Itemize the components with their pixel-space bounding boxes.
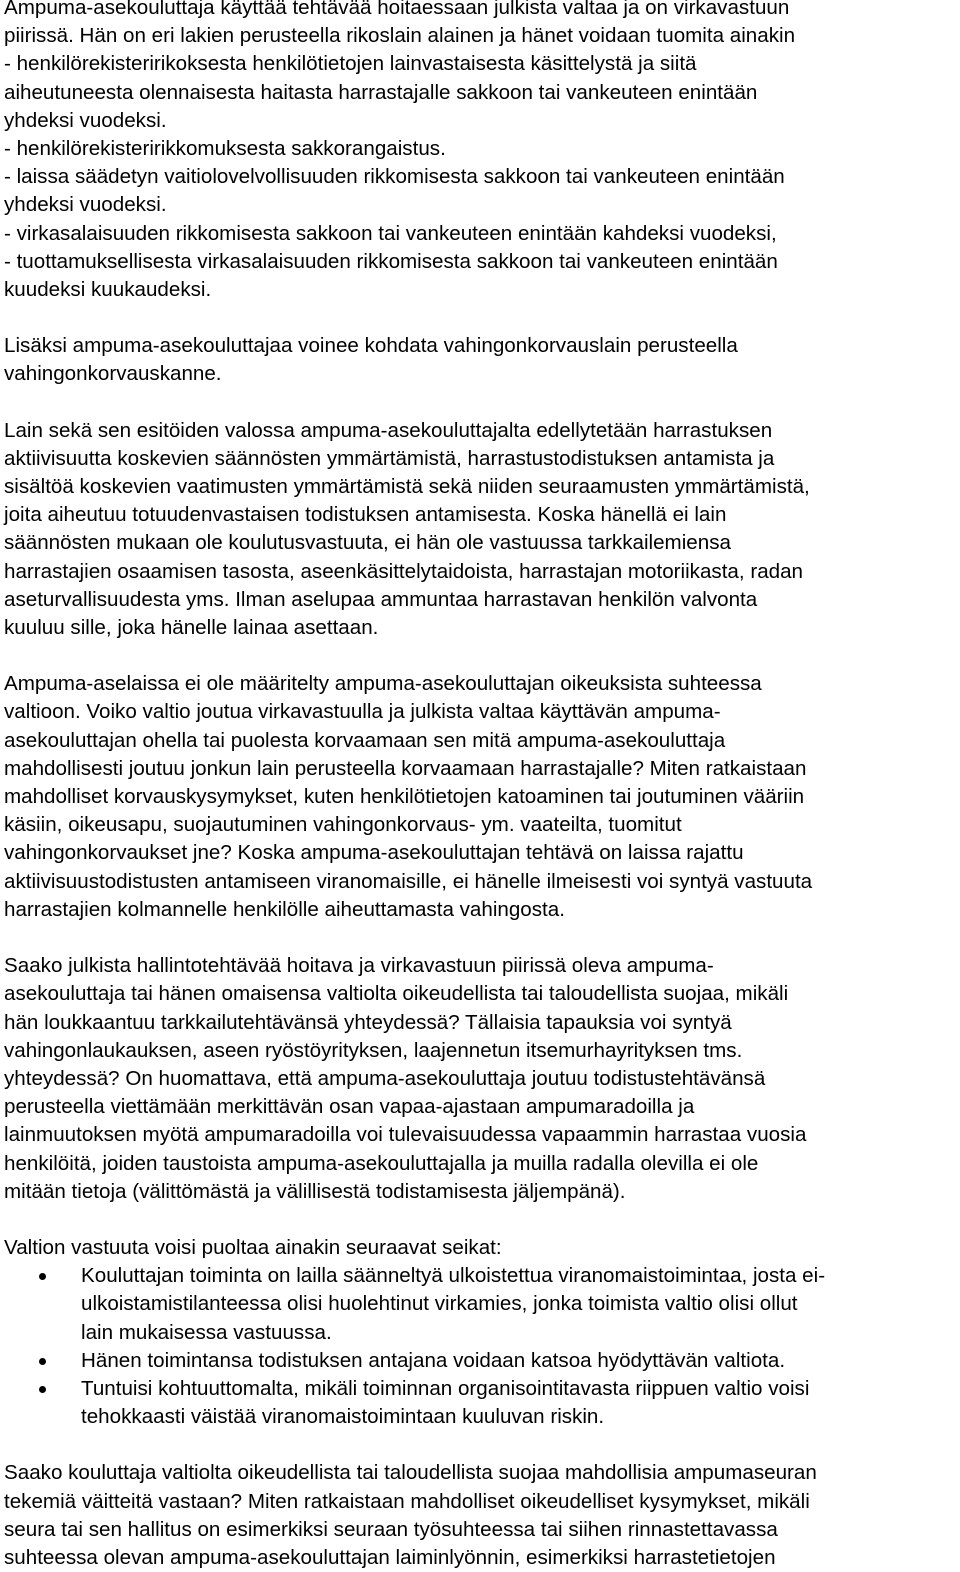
text-line: käsiin, oikeusapu, suojautuminen vahingonkorvaus- ym. vaateilta, tuomitut (4, 813, 682, 837)
text-line: aktiivisuustodistusten antamiseen viranomaisille, ei hänelle ilmeisesti voi syntyä vastuuta (4, 869, 813, 893)
bullet-icon (39, 1358, 46, 1365)
bullet-list (4, 1262, 954, 1431)
text-line: yhdeksi vuodeksi. (4, 193, 167, 217)
paragraph-spacer (4, 389, 954, 417)
text-line: Kouluttajan toiminta on lailla säänneltyä ulkoistettua viranomaistoimintaa, josta ei- (81, 1264, 826, 1288)
text-line: Saako kouluttaja valtiolta oikeudellista tai taloudellista suojaa mahdollisia ampumaseuran (4, 1461, 817, 1485)
paragraph-spacer (4, 1206, 954, 1234)
paragraph-club-claims (4, 1459, 954, 1572)
text-line: lainmuutoksen myötä ampumaradoilla voi tulevaisuudessa vapaammin harrastaa vuosia (4, 1123, 807, 1147)
bullet-item (4, 1262, 954, 1347)
text-line: - tuottamuksellisesta virkasalaisuuden rikkomisesta sakkoon tai vankeuteen enintään (4, 249, 778, 273)
document-page (4, 0, 954, 1572)
paragraph-state-liability-reasons (4, 1234, 954, 1431)
text-line: Tuntuisi kohtuuttomalta, mikäli toiminnan organisointitavasta riippuen valtio voisi (81, 1376, 810, 1400)
text-line: asekouluttajan ohella tai puolesta korvaamaan sen mitä ampuma-asekouluttaja (4, 728, 726, 752)
text-line: henkilöitä, joiden taustoista ampuma-asekouluttajalla ja muilla radalla olevilla ei ole (4, 1151, 759, 1175)
text-line: aseturvallisuudesta yms. Ilman aselupaa ammuntaa harrastavan henkilön valvonta (4, 587, 758, 611)
text-line: vahingonkorvauskanne. (4, 362, 222, 386)
bullet-icon (39, 1386, 46, 1393)
text-line: Hänen toimintansa todistuksen antajana voidaan katsoa hyödyttävän valtiota. (81, 1348, 786, 1372)
text-line: Lain sekä sen esitöiden valossa ampuma-asekouluttajalta edellytetään harrastuksen (4, 418, 773, 442)
text-line: aiheutuneesta olennaisesta haitasta harrastajalle sakkoon tai vankeuteen enintään (4, 80, 758, 104)
text-line: - henkilörekisteririkoksesta henkilötietojen lainvastaisesta käsittelystä ja siitä (4, 52, 697, 76)
bullet-item (4, 1375, 954, 1431)
text-line: - virkasalaisuuden rikkomisesta sakkoon tai vankeuteen enintään kahdeksi vuodeksi, (4, 221, 777, 245)
text-line: aktiivisuutta koskevien säännösten ymmärtämistä, harrastustodistuksen antamista ja (4, 446, 775, 470)
paragraph-spacer (4, 304, 954, 332)
text-line: vahingonkorvaukset jne? Koska ampuma-asekouluttajan tehtävä on laissa rajattu (4, 841, 744, 865)
text-line: yhteydessä? On huomattava, että ampuma-asekouluttaja joutuu todistustehtävänsä (4, 1066, 766, 1090)
text-line: harrastajien kolmannelle henkilölle aiheuttamasta vahingosta. (4, 897, 565, 921)
text-line: tehokkaasti väistää viranomaistoimintaan kuuluvan riskin. (81, 1405, 605, 1429)
text-line: vahingonlaukauksen, aseen ryöstöyrityksen, laajennetun itsemurhayrityksen tms. (4, 1038, 743, 1062)
text-line: sisältöä koskevien vaatimusten ymmärtämistä sekä niiden seuraamusten ymmärtämistä, (4, 475, 810, 499)
text-line: Ampuma-asekouluttaja käyttää tehtävää hoitaessaan julkista valtaa ja on virkavastuun (4, 0, 790, 19)
bullet-item (4, 1347, 954, 1375)
text-line: harrastajien osaamisen tasosta, aseenkäsittelytaidoista, harrastajan motoriikasta, radan (4, 559, 804, 583)
text-line: asekouluttaja tai hänen omaisensa valtiolta oikeudellista tai taloudellista suojaa, mikäli (4, 982, 789, 1006)
text-line: perusteella viettämään merkittävän osan vapaa-ajastaan ampumaradoilla ja (4, 1095, 695, 1119)
text-line: säännösten mukaan ole koulutusvastuuta, ei hän ole vastuussa tarkkailemiensa (4, 531, 731, 555)
text-line: mitään tietoja (välittömästä ja välillisestä todistamisesta jäljempänä). (4, 1179, 626, 1203)
text-line: seura tai sen hallitus on esimerkiksi seuraan työsuhteessa tai siihen rinnastettavassa (4, 1517, 778, 1541)
text-line: yhdeksi vuodeksi. (4, 108, 167, 132)
text-line: mahdolliset korvauskysymykset, kuten henkilötietojen katoaminen tai joutuminen vääriin (4, 785, 805, 809)
text-line: piirissä. Hän on eri lakien perusteella rikoslain alainen ja hänet voidaan tuomita ainakin (4, 24, 796, 48)
paragraph-requirements (4, 417, 954, 643)
text-line: tekemiä väitteitä vastaan? Miten ratkaistaan mahdolliset oikeudelliset kysymykset, mikäli (4, 1489, 810, 1513)
text-line: lain mukaisessa vastuussa. (81, 1320, 332, 1344)
text-line: joita aiheutuu totuudenvastaisen todistuksen antamisesta. Koska hänellä ei lain (4, 503, 727, 527)
text-line: Saako julkista hallintotehtävää hoitava ja virkavastuun piirissä oleva ampuma- (4, 954, 714, 978)
bullet-icon (39, 1273, 46, 1280)
paragraph-state-liability-questions (4, 670, 954, 924)
text-line: kuuluu sille, joka hänelle lainaa asettaan. (4, 616, 379, 640)
text-line: valtioon. Voiko valtio joutua virkavastuulla ja julkista valtaa käyttävän ampuma- (4, 700, 721, 724)
text-line: Lisäksi ampuma-asekouluttajaa voinee kohdata vahingonkorvauslain perusteella (4, 334, 738, 358)
paragraph-damages-claim (4, 332, 954, 388)
text-line: Ampuma-aselaissa ei ole määritelty ampuma-asekouluttajan oikeuksista suhteessa (4, 672, 762, 696)
text-line: suhteessa olevan ampuma-asekouluttajan laiminlyönnin, esimerkiksi harrastetietojen (4, 1545, 776, 1569)
paragraph-duties-and-liability (4, 0, 954, 304)
paragraph-spacer (4, 924, 954, 952)
text-line: ulkoistamistilanteessa olisi huolehtinut virkamies, jonka toimista valtio olisi ollut (81, 1292, 798, 1316)
paragraph-spacer (4, 642, 954, 670)
text-line: - laissa säädetyn vaitiolovelvollisuuden rikkomisesta sakkoon tai vankeuteen enintään (4, 165, 785, 189)
paragraph-spacer (4, 1431, 954, 1459)
text-line: kuudeksi kuukaudeksi. (4, 278, 212, 302)
text-line: - henkilörekisteririkkomuksesta sakkorangaistus. (4, 137, 446, 161)
bullet-list-intro: Valtion vastuuta voisi puoltaa ainakin seuraavat seikat: (4, 1235, 502, 1259)
paragraph-protection-questions (4, 952, 954, 1206)
text-line: mahdollisesti joutuu jonkun lain perusteella korvaamaan harrastajalle? Miten ratkaistaan (4, 756, 807, 780)
text-line: hän loukkaantuu tarkkailutehtävänsä yhteydessä? Tällaisia tapauksia voi syntyä (4, 1010, 732, 1034)
